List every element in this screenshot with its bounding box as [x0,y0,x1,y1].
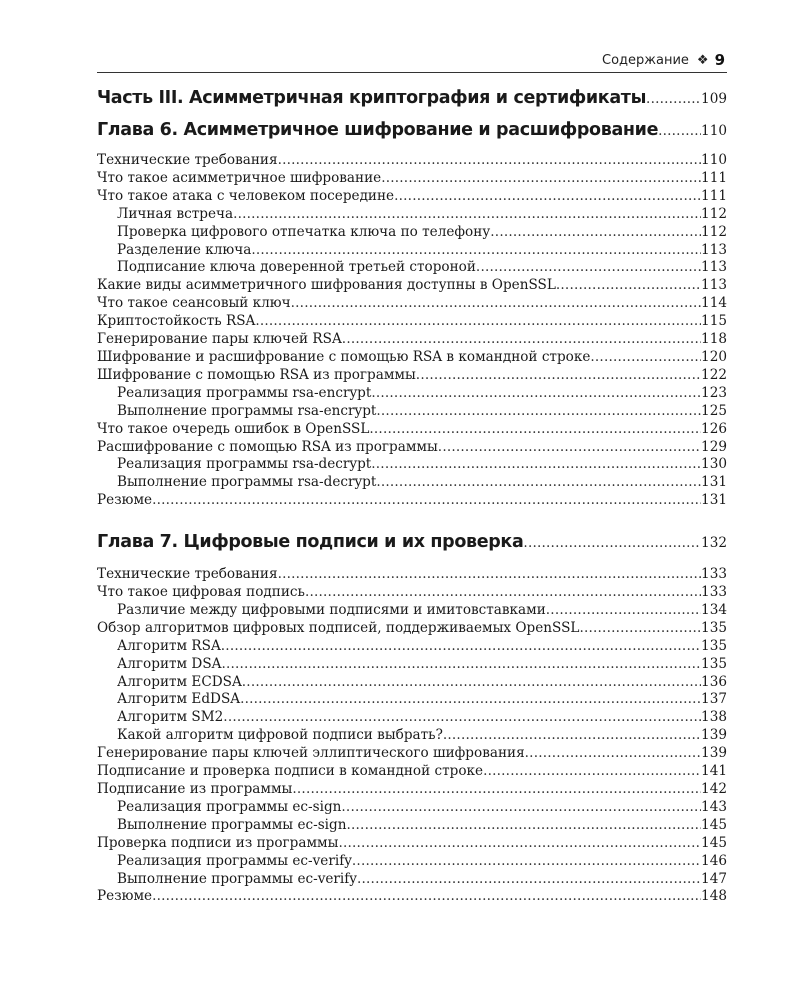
toc-entry-page: 135 [701,637,727,654]
dot-leader [152,492,701,510]
dot-leader [251,242,701,260]
toc-entry-title: Что такое сеансовый ключ [97,295,291,312]
toc-entry-title: Реализация программы rsa-decrypt [117,456,372,473]
toc-subentry[interactable] [97,638,727,656]
chapter-heading-7[interactable] [97,534,727,566]
dot-leader [476,259,701,277]
toc-entry[interactable] [97,492,727,510]
section-spacer [97,510,727,534]
toc-subentry[interactable] [97,674,727,692]
toc-entry[interactable] [97,835,727,853]
toc-entry-page: 133 [701,566,727,583]
dot-leader [376,474,701,492]
dot-leader [152,888,701,906]
toc-entry-page: 139 [701,745,727,762]
toc-entry-title: Что такое очередь ошибок в OpenSSL [97,420,370,437]
dot-leader [376,403,701,421]
toc-entry[interactable] [97,763,727,781]
dot-leader [369,421,701,439]
toc-subentry[interactable] [97,385,727,403]
toc-entry-title: Алгоритм SM2 [117,709,224,726]
toc-entry-title: Выполнение программы rsa-decrypt [117,474,377,491]
toc-entry-page: 125 [701,402,727,419]
dot-leader [346,817,701,835]
header-section-label: Содержание [602,52,689,68]
toc-subentry[interactable] [97,853,727,871]
toc-entry-page: 113 [701,259,727,276]
toc-entry[interactable] [97,888,727,906]
toc-subentry[interactable] [97,656,727,674]
dot-leader [352,853,701,871]
dot-leader [240,691,701,709]
dot-leader [221,638,701,656]
toc-entry-page: 115 [701,313,727,330]
toc-entry-page: 139 [701,727,727,744]
table-of-contents [97,90,727,906]
toc-entry[interactable] [97,349,727,367]
toc-entry-title: Какие виды асимметричного шифрования доступны в OpenSSL [97,277,556,294]
toc-entry[interactable] [97,152,727,170]
dot-leader [646,91,701,109]
dot-leader [443,727,701,745]
toc-entry[interactable] [97,781,727,799]
dot-leader [658,123,701,141]
toc-entry-title: Алгоритм DSA [117,655,222,672]
dot-leader [233,206,701,224]
toc-subentry[interactable] [97,456,727,474]
toc-entry-page: 141 [701,763,727,780]
toc-entry-title: Генерирование пары ключей RSA [97,331,342,348]
toc-entry-page: 118 [701,331,727,348]
toc-subentry[interactable] [97,403,727,421]
dot-leader [381,170,701,188]
toc-entry-title: Технические требования [97,152,278,168]
toc-subentry[interactable] [97,259,727,277]
toc-entry[interactable] [97,170,727,188]
chapter7-entries [97,566,727,906]
toc-subentry[interactable] [97,799,727,817]
dot-leader [341,799,701,817]
chapter-heading-6[interactable] [97,122,727,152]
toc-entry-page: 136 [701,673,727,690]
dot-leader [221,656,701,674]
dot-leader [579,620,701,638]
dot-leader [438,439,701,457]
dot-leader [490,224,701,242]
dot-leader [523,535,701,553]
header-page-number: 9 [714,51,725,69]
toc-entry-title: Обзор алгоритмов цифровых подписей, поддерживаемых OpenSSL [97,619,580,636]
dot-leader [371,385,701,403]
toc-entry[interactable] [97,188,727,206]
toc-entry-title: Проверка цифрового отпечатка ключа по телефону [117,223,491,240]
toc-entry-title: Резюме [97,888,153,905]
toc-entry-title: Реализация программы rsa-encrypt [117,384,372,401]
dot-leader [291,295,701,313]
toc-subentry[interactable] [97,709,727,727]
toc-entry[interactable] [97,745,727,763]
chapter-title: Глава 7. Цифровые подписи и их проверка [97,532,524,553]
toc-entry-page: 143 [701,798,727,815]
dot-leader [292,781,701,799]
dot-leader [546,602,701,620]
dot-leader [394,188,701,206]
toc-subentry[interactable] [97,871,727,889]
toc-entry-title: Реализация программы ec-sign [117,798,342,815]
ornament-icon: ❖ [696,52,709,68]
toc-entry-title: Выполнение программы ec-verify [117,870,357,887]
dot-leader [242,674,701,692]
toc-entry-title: Реализация программы ec-verify [117,852,352,869]
toc-entry-title: Разделение ключа [117,241,252,258]
toc-entry-page: 148 [701,888,727,905]
toc-subentry[interactable] [97,206,727,224]
toc-entry-page: 113 [701,277,727,294]
chapter-title: Глава 6. Асимметричное шифрование и расшифрование [97,120,659,140]
toc-entry-title: Подписание ключа доверенной третьей стороной [117,259,476,276]
dot-leader [305,584,701,602]
toc-entry-title: Проверка подписи из программы [97,834,339,851]
toc-entry-title: Подписание из программы [97,781,293,797]
toc-entry-page: 145 [701,816,727,833]
toc-entry-page: 145 [701,834,727,851]
toc-entry-page: 146 [701,852,727,869]
toc-entry-title: Личная встреча [117,205,234,222]
toc-entry-page: 134 [701,601,727,618]
toc-entry[interactable] [97,313,727,331]
toc-entry-page: 130 [701,456,727,473]
toc-entry-page: 133 [701,584,727,601]
toc-entry-title: Генерирование пары ключей эллиптического шифрования [97,745,525,762]
dot-leader [342,331,701,349]
toc-entry-page: 126 [701,420,727,437]
toc-entry-title: Что такое цифровая подпись [97,584,305,601]
toc-entry-title: Алгоритм EdDSA [117,691,241,708]
toc-entry-title: Резюме [97,492,153,509]
toc-subentry[interactable] [97,602,727,620]
toc-entry-page: 114 [701,295,727,312]
toc-entry-page: 135 [701,655,727,672]
chapter6-entries [97,152,727,510]
dot-leader [357,871,701,889]
toc-entry-title: Выполнение программы ec-sign [117,816,347,833]
toc-entry-title: Алгоритм RSA [117,637,221,654]
dot-leader [255,313,701,331]
toc-entry-page: 131 [701,474,727,491]
toc-entry-page: 112 [701,205,727,222]
dot-leader [483,763,701,781]
running-header [97,46,727,73]
toc-entry-title: Технические требования [97,566,278,583]
part-page: 109 [701,91,727,107]
toc-entry-title: Подписание и проверка подписи в командной строке [97,763,484,780]
toc-entry-title: Различие между цифровыми подписями и имитовставками [117,601,546,618]
toc-subentry[interactable] [97,817,727,835]
dot-leader [278,152,701,170]
toc-entry-title: Шифрование и расшифрование с помощью RSA в командной строке [97,348,591,365]
toc-entry[interactable] [97,620,727,638]
toc-entry-page: 113 [701,241,727,258]
dot-leader [525,745,701,763]
dot-leader [590,349,701,367]
dot-leader [556,277,701,295]
toc-entry-page: 122 [701,366,727,383]
toc-entry[interactable] [97,295,727,313]
toc-entry[interactable] [97,421,727,439]
toc-entry-page: 138 [701,709,727,726]
header-content [602,51,725,69]
toc-entry-title: Расшифрование с помощью RSA из программы [97,438,438,455]
toc-entry-page: 111 [701,187,727,204]
toc-entry-page: 147 [701,870,727,887]
dot-leader [416,367,701,385]
toc-entry-page: 120 [701,348,727,365]
toc-entry-page: 129 [701,438,727,455]
dot-leader [371,456,701,474]
dot-leader [338,835,701,853]
dot-leader [223,709,701,727]
toc-entry[interactable] [97,367,727,385]
dot-leader [278,566,701,584]
part-title: Часть III. Асимметричная криптография и сертификаты [97,88,647,108]
toc-entry-title: Что такое атака с человеком посередине [97,187,395,204]
toc-entry-title: Алгоритм ECDSA [117,673,242,690]
toc-subentry[interactable] [97,224,727,242]
toc-entry-title: Какой алгоритм цифровой подписи выбрать? [117,727,443,744]
toc-subentry[interactable] [97,691,727,709]
toc-entry-page: 111 [701,169,727,186]
toc-entry-page: 135 [701,619,727,636]
toc-subentry[interactable] [97,727,727,745]
toc-entry[interactable] [97,331,727,349]
toc-entry-title: Что такое асимметричное шифрование [97,169,382,186]
toc-entry-page: 131 [701,492,727,509]
toc-entry-title: Шифрование с помощью RSA из программы [97,366,416,383]
chapter-page: 110 [701,123,727,139]
toc-entry[interactable] [97,277,727,295]
toc-entry-page: 123 [701,384,727,401]
toc-entry-title: Выполнение программы rsa-encrypt [117,402,377,419]
part-heading[interactable] [97,90,727,122]
toc-entry-page: 110 [701,152,727,168]
chapter-page: 132 [701,535,727,552]
toc-entry-page: 137 [701,691,727,708]
toc-entry[interactable] [97,439,727,457]
toc-entry[interactable] [97,584,727,602]
toc-subentry[interactable] [97,242,727,260]
toc-entry-page: 142 [701,781,727,797]
toc-entry-title: Криптостойкость RSA [97,313,256,330]
toc-entry-page: 112 [701,223,727,240]
toc-subentry[interactable] [97,474,727,492]
toc-entry[interactable] [97,566,727,584]
